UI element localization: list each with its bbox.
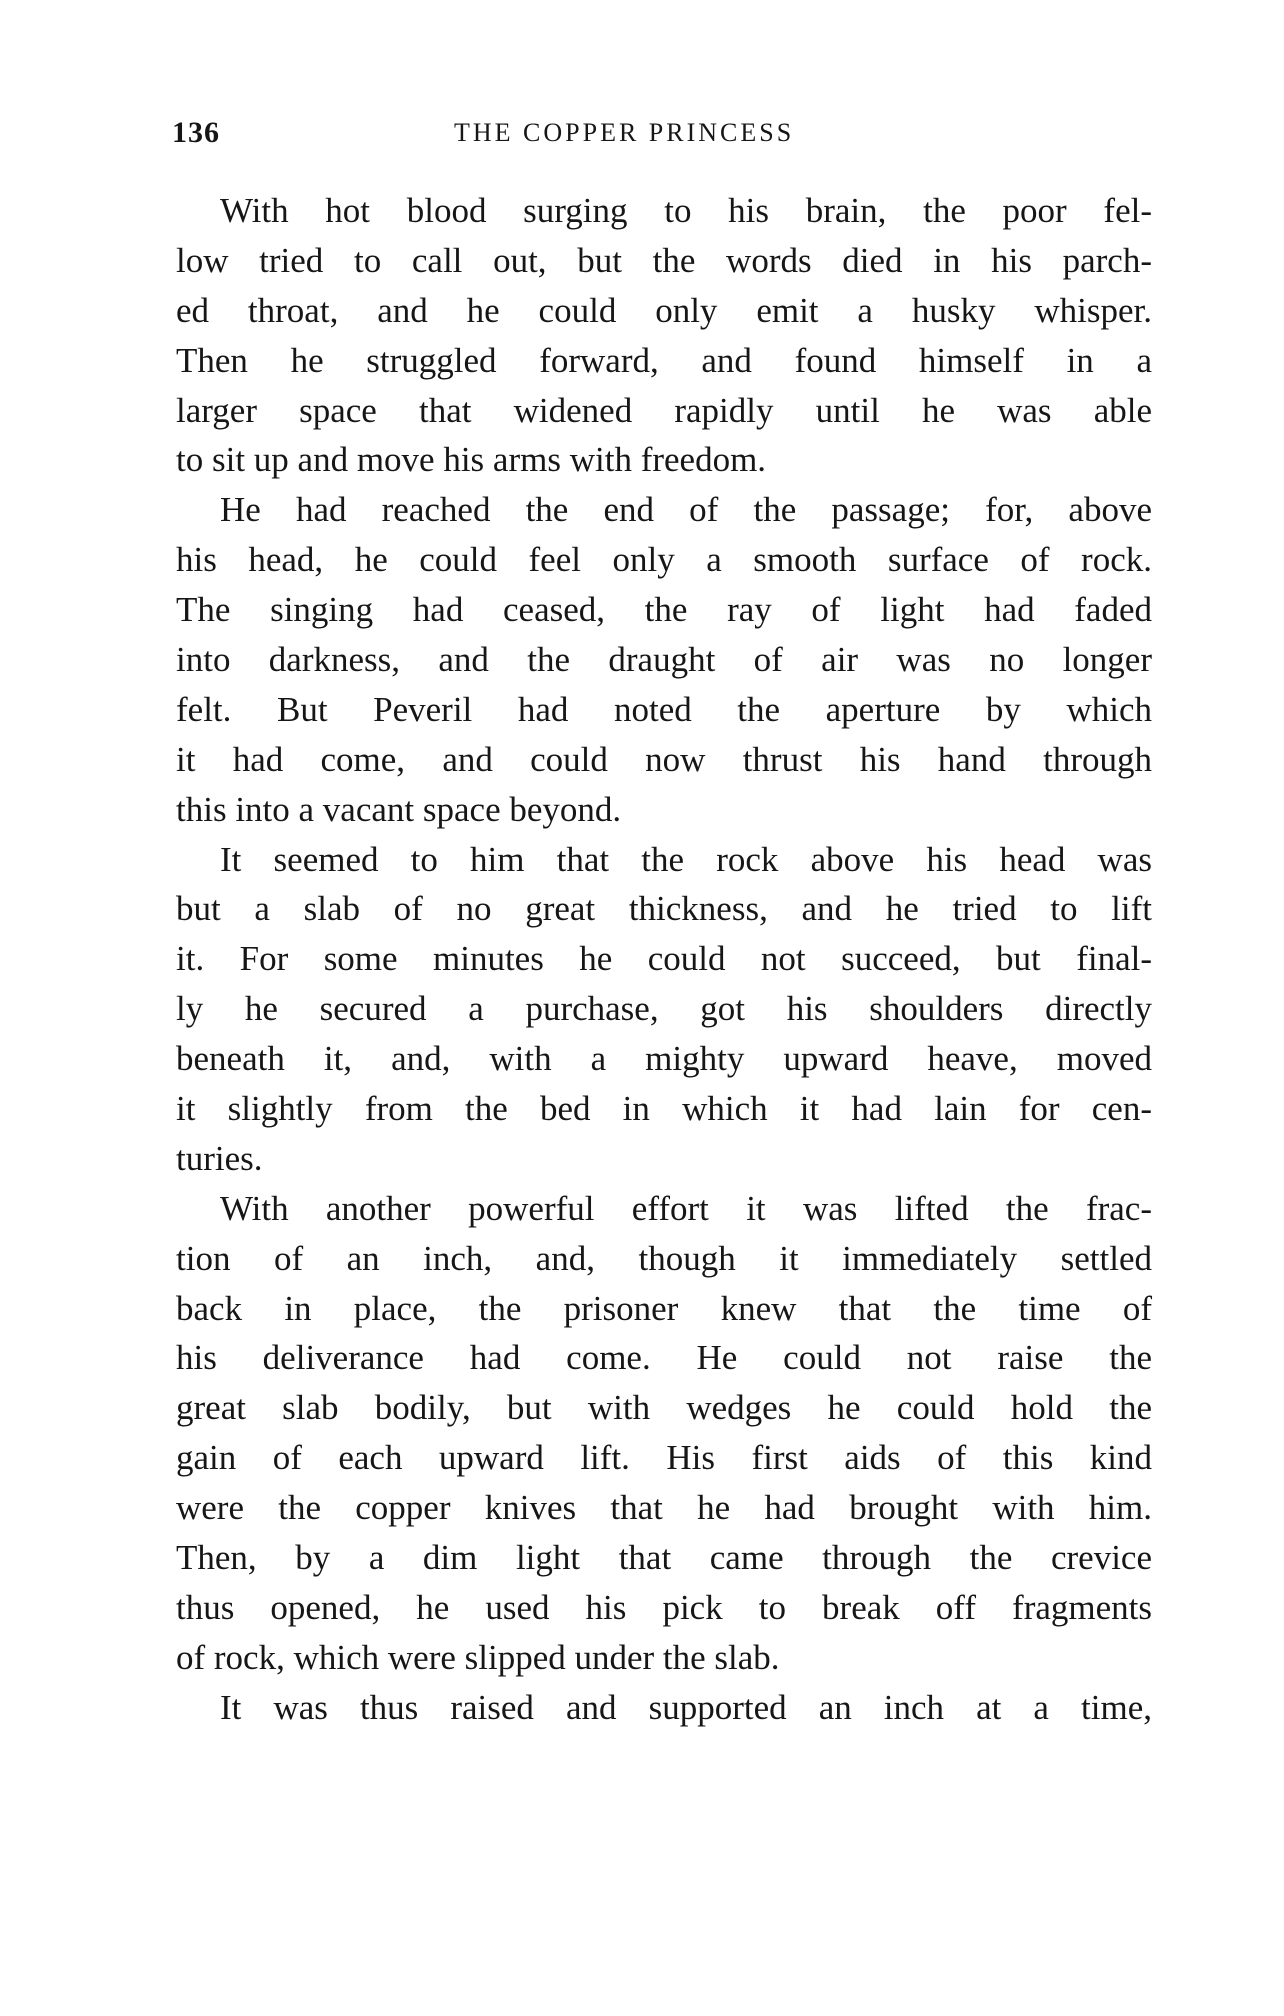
text-line: turies. (176, 1138, 263, 1178)
text-line: tion of an inch, and, though it immediately settled (176, 1238, 1152, 1278)
text-line: low tried to call out, but the words died in his parch- (176, 240, 1152, 280)
text-line: great slab bodily, but with wedges he could hold the (176, 1388, 1152, 1428)
text-line: it had come, and could now thrust his hand through (176, 739, 1152, 779)
text-line: into darkness, and the draught of air was no longer (176, 640, 1152, 680)
text-line: this into a vacant space beyond. (176, 789, 622, 829)
page-header (172, 116, 1092, 160)
text-line: beneath it, and, with a mighty upward heave, moved (176, 1039, 1152, 1079)
text-line: With hot blood surging to his brain, the poor fel- (220, 191, 1152, 230)
text-line: thus opened, he used his pick to break off fragments (176, 1587, 1152, 1627)
text-line: his head, he could feel only a smooth surface of rock. (176, 540, 1152, 580)
text-line: his deliverance had come. He could not raise the (176, 1338, 1152, 1378)
body-text (176, 186, 1152, 1733)
text-line: gain of each upward lift. His first aids of this kind (176, 1438, 1152, 1478)
text-line: were the copper knives that he had brought with him. (176, 1488, 1152, 1528)
text-line: Then, by a dim light that came through the crevice (176, 1538, 1152, 1578)
text-line: ly he secured a purchase, got his shoulders directly (176, 989, 1152, 1029)
text-line: The singing had ceased, the ray of light had faded (176, 590, 1152, 630)
text-line: of rock, which were slipped under the slab. (176, 1637, 780, 1677)
text-line: to sit up and move his arms with freedom. (176, 440, 767, 480)
page-number: 136 (172, 116, 220, 149)
text-line: With another powerful effort it was lifted the frac- (220, 1188, 1152, 1228)
text-line: It was thus raised and supported an inch at a time, (220, 1687, 1152, 1727)
text-line: felt. But Peveril had noted the aperture by which (176, 689, 1152, 729)
text-line: larger space that widened rapidly until he was able (176, 390, 1152, 430)
text-line: He had reached the end of the passage; for, above (220, 490, 1152, 530)
text-line: back in place, the prisoner knew that the time of (176, 1288, 1152, 1328)
text-line: it. For some minutes he could not succeed, but final- (176, 939, 1152, 979)
text-line: it slightly from the bed in which it had lain for cen- (176, 1089, 1152, 1129)
text-line: It seemed to him that the rock above his head was (220, 839, 1152, 879)
text-line: but a slab of no great thickness, and he tried to lift (176, 889, 1152, 929)
text-line: ed throat, and he could only emit a husky whisper. (176, 290, 1152, 330)
text-line: Then he struggled forward, and found himself in a (176, 340, 1152, 380)
running-head: THE COPPER PRINCESS (454, 118, 795, 147)
